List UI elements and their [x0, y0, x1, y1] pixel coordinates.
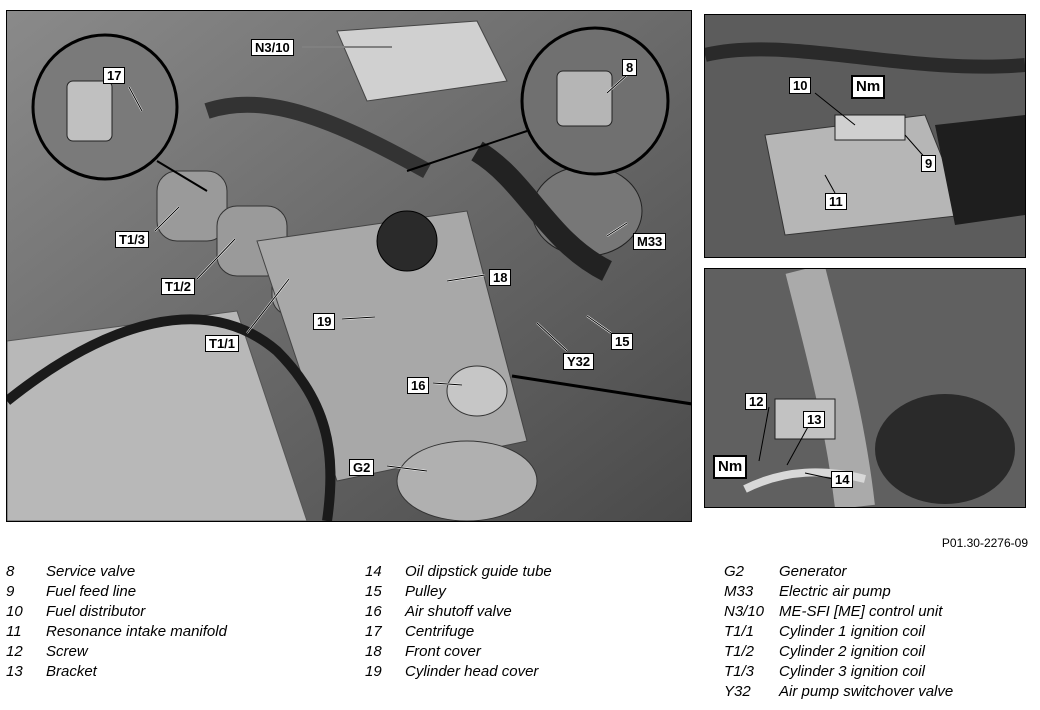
callout-t1-3: T1/3	[115, 231, 149, 248]
legend-column-2	[365, 562, 552, 682]
callout-19: 19	[313, 313, 335, 330]
callout-17: 17	[103, 67, 125, 84]
legend-item: 8 Service valve	[6, 563, 136, 580]
legend-item: M33 Electric air pump	[724, 583, 891, 600]
legend-item: 18 Front cover	[365, 643, 481, 660]
engine-photo-illustration	[7, 11, 691, 521]
legend-item: 12 Screw	[6, 643, 88, 660]
legend-item: 16 Air shutoff valve	[365, 603, 512, 620]
legend-item: T1/1 Cylinder 1 ignition coil	[724, 623, 925, 640]
callout-16: 16	[407, 377, 429, 394]
legend-item: 15 Pulley	[365, 583, 446, 600]
legend-item: N3/10 ME-SFI [ME] control unit	[724, 603, 943, 620]
legend-item: 19 Cylinder head cover	[365, 663, 539, 680]
callout-n3-10: N3/10	[251, 39, 294, 56]
legend-column-3	[724, 562, 953, 702]
fuel-distributor-illustration	[705, 15, 1025, 257]
legend-item: T1/3 Cylinder 3 ignition coil	[724, 663, 925, 680]
main-engine-photo	[6, 10, 692, 522]
legend-item: Y32 Air pump switchover valve	[724, 683, 954, 700]
callout-g2: G2	[349, 459, 374, 476]
legend-item: T1/2 Cylinder 2 ignition coil	[724, 643, 925, 660]
dipstick-bracket-detail-photo	[704, 268, 1026, 508]
legend-item: 10 Fuel distributor	[6, 603, 146, 620]
torque-marker: Nm	[713, 455, 747, 479]
callout-18: 18	[489, 269, 511, 286]
legend-column-1	[6, 562, 227, 682]
callout-10: 10	[789, 77, 811, 94]
legend-item: 13 Bracket	[6, 663, 97, 680]
legend-item: 9 Fuel feed line	[6, 583, 137, 600]
callout-14: 14	[831, 471, 853, 488]
callout-t1-1: T1/1	[205, 335, 239, 352]
legend-item: G2 Generator	[724, 563, 847, 580]
callout-8: 8	[622, 59, 637, 76]
callout-y32: Y32	[563, 353, 594, 370]
callout-11: 11	[825, 193, 847, 210]
dipstick-bracket-illustration	[705, 269, 1025, 507]
callout-12: 12	[745, 393, 767, 410]
legend-item: 11 Resonance intake manifold	[6, 623, 227, 640]
torque-marker: Nm	[851, 75, 885, 99]
figure-id: P01.30-2276-09	[941, 536, 1028, 550]
callout-9: 9	[921, 155, 936, 172]
callout-t1-2: T1/2	[161, 278, 195, 295]
callout-m33: M33	[633, 233, 666, 250]
legend-item: 17 Centrifuge	[365, 623, 475, 640]
callout-13: 13	[803, 411, 825, 428]
fuel-distributor-detail-photo	[704, 14, 1026, 258]
legend-item: 14 Oil dipstick guide tube	[365, 563, 552, 580]
callout-15: 15	[611, 333, 633, 350]
